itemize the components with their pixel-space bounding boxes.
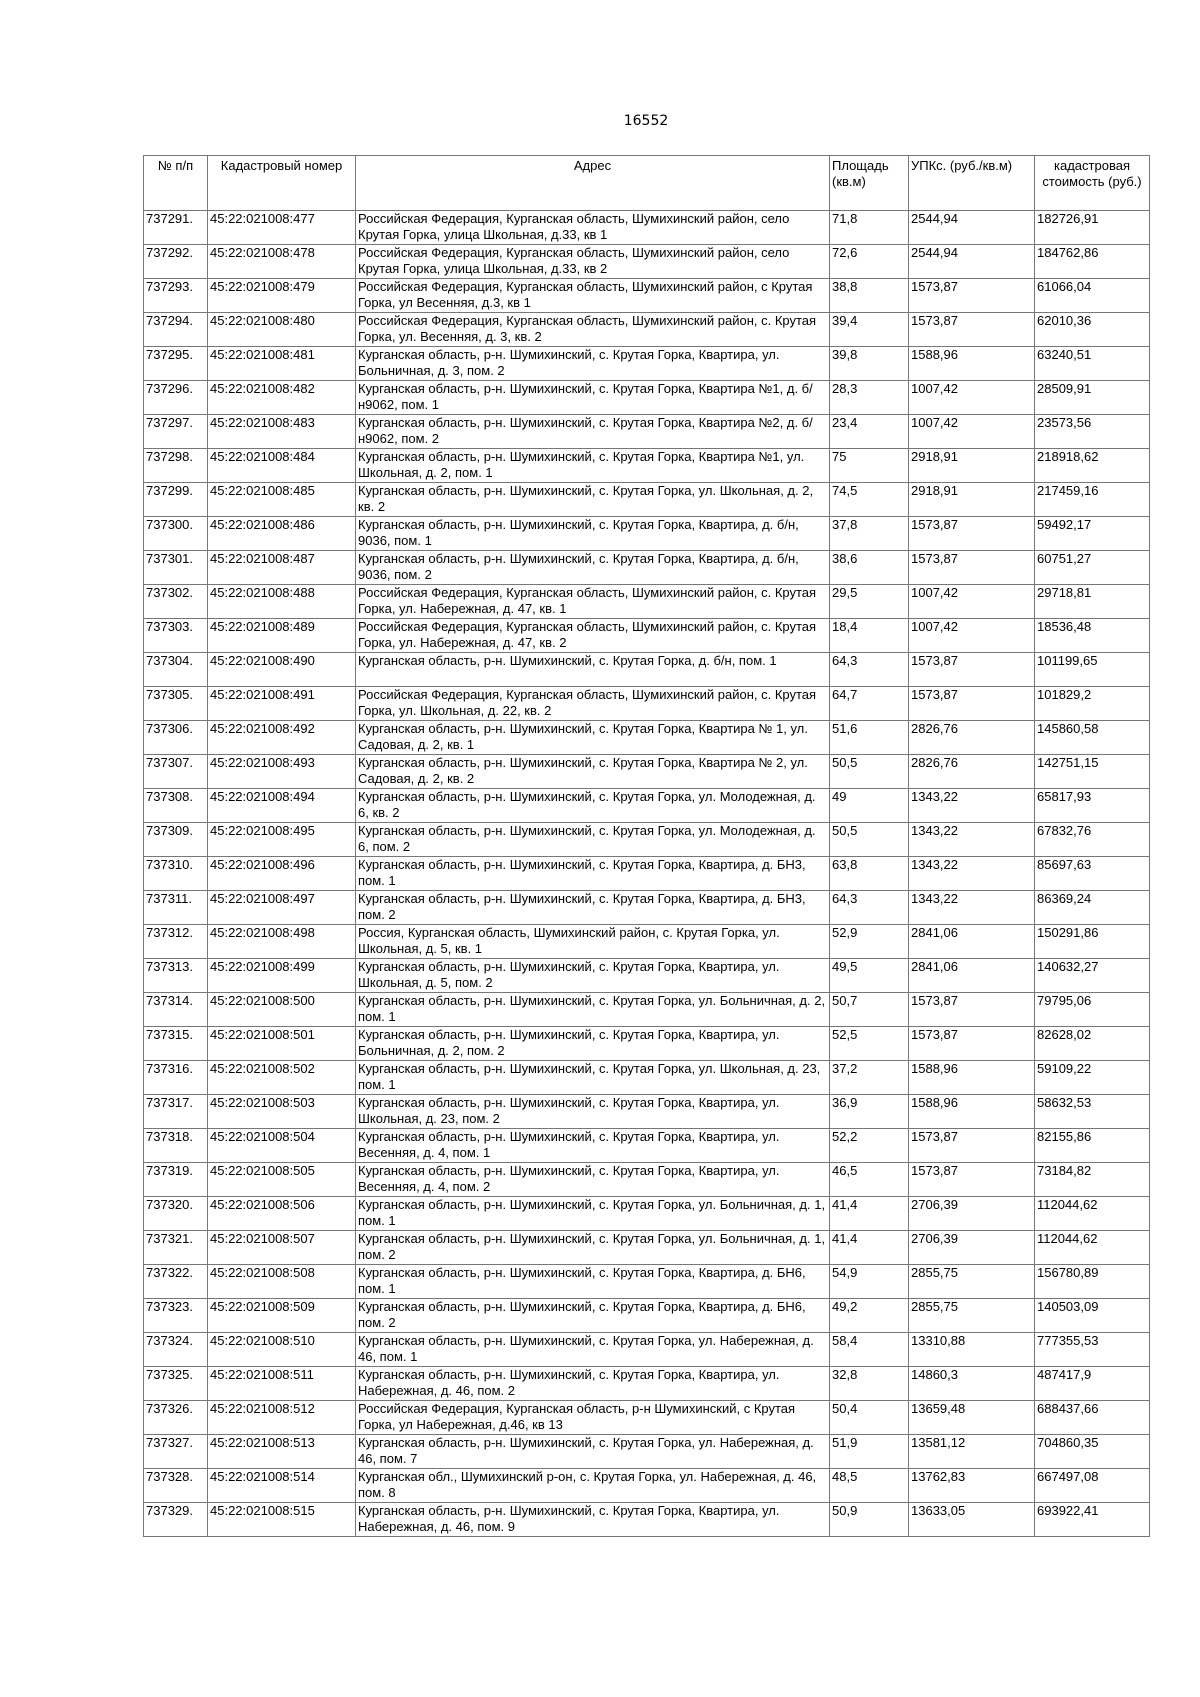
table-row	[144, 211, 1150, 245]
cell-cadastral-number: 45:22:021008:506	[208, 1197, 356, 1231]
cell-cadastral-cost: 65817,93	[1035, 789, 1150, 823]
cell-address: Курганская область, р-н. Шумихинский, с. Крутая Горка, Квартира № 1, ул. Садовая, д. 2, кв. 1	[356, 721, 830, 755]
cell-upks: 1573,87	[909, 313, 1035, 347]
cell-cadastral-cost: 59109,22	[1035, 1061, 1150, 1095]
cell-address: Курганская область, р-н. Шумихинский, с. Крутая Горка, д. б/н, пом. 1	[356, 653, 830, 687]
cell-cadastral-cost: 182726,91	[1035, 211, 1150, 245]
cell-num: 737325.	[144, 1367, 208, 1401]
cell-upks: 2855,75	[909, 1265, 1035, 1299]
cell-upks: 1007,42	[909, 585, 1035, 619]
cell-num: 737303.	[144, 619, 208, 653]
cell-area: 36,9	[830, 1095, 909, 1129]
cell-cadastral-cost: 29718,81	[1035, 585, 1150, 619]
cell-area: 18,4	[830, 619, 909, 653]
table-row	[144, 1027, 1150, 1061]
cell-cadastral-cost: 704860,35	[1035, 1435, 1150, 1469]
cell-cadastral-number: 45:22:021008:498	[208, 925, 356, 959]
cell-address: Курганская область, р-н. Шумихинский, с. Крутая Горка, Квартира, ул. Школьная, д. 5, пом. 2	[356, 959, 830, 993]
cell-num: 737320.	[144, 1197, 208, 1231]
cell-cadastral-cost: 112044,62	[1035, 1197, 1150, 1231]
cell-upks: 13633,05	[909, 1503, 1035, 1537]
cell-cadastral-number: 45:22:021008:505	[208, 1163, 356, 1197]
table-row	[144, 279, 1150, 313]
cell-num: 737301.	[144, 551, 208, 585]
cell-num: 737298.	[144, 449, 208, 483]
cell-cadastral-cost: 67832,76	[1035, 823, 1150, 857]
cell-cadastral-number: 45:22:021008:488	[208, 585, 356, 619]
cell-address: Курганская область, р-н. Шумихинский, с. Крутая Горка, ул. Больничная, д. 2, пом. 1	[356, 993, 830, 1027]
cell-address: Российская Федерация, Курганская область, Шумихинский район, с Крутая Горка, ул Весенняя, д.3, кв 1	[356, 279, 830, 313]
cell-address: Курганская область, р-н. Шумихинский, с. Крутая Горка, ул. Молодежная, д. 6, кв. 2	[356, 789, 830, 823]
cell-upks: 1573,87	[909, 653, 1035, 687]
table-row	[144, 857, 1150, 891]
cell-cadastral-number: 45:22:021008:487	[208, 551, 356, 585]
cell-cadastral-cost: 18536,48	[1035, 619, 1150, 653]
cell-upks: 1588,96	[909, 1095, 1035, 1129]
cell-cadastral-cost: 61066,04	[1035, 279, 1150, 313]
cell-num: 737309.	[144, 823, 208, 857]
cell-area: 46,5	[830, 1163, 909, 1197]
cell-cadastral-cost: 667497,08	[1035, 1469, 1150, 1503]
table-row	[144, 1469, 1150, 1503]
header-area: Площадь (кв.м)	[830, 156, 909, 211]
cell-address: Российская Федерация, Курганская область, Шумихинский район, с. Крутая Горка, ул. Набережная, д. 47, кв. 1	[356, 585, 830, 619]
cell-cadastral-cost: 82628,02	[1035, 1027, 1150, 1061]
header-cadastral-cost: кадастровая стоимость (руб.)	[1035, 156, 1150, 211]
cell-num: 737292.	[144, 245, 208, 279]
cell-address: Курганская область, р-н. Шумихинский, с. Крутая Горка, Квартира, д. БН6, пом. 2	[356, 1299, 830, 1333]
cell-address: Курганская область, р-н. Шумихинский, с. Крутая Горка, ул. Школьная, д. 2, кв. 2	[356, 483, 830, 517]
cell-area: 51,9	[830, 1435, 909, 1469]
cell-num: 737295.	[144, 347, 208, 381]
table-row	[144, 687, 1150, 721]
cell-cadastral-number: 45:22:021008:499	[208, 959, 356, 993]
cell-num: 737310.	[144, 857, 208, 891]
cell-area: 50,4	[830, 1401, 909, 1435]
cell-upks: 2706,39	[909, 1197, 1035, 1231]
table-row	[144, 381, 1150, 415]
cell-cadastral-number: 45:22:021008:514	[208, 1469, 356, 1503]
cell-cadastral-cost: 59492,17	[1035, 517, 1150, 551]
cell-area: 52,2	[830, 1129, 909, 1163]
table-row	[144, 245, 1150, 279]
cell-area: 28,3	[830, 381, 909, 415]
cell-area: 49,5	[830, 959, 909, 993]
cell-upks: 1573,87	[909, 279, 1035, 313]
table-row	[144, 653, 1150, 687]
table-row	[144, 959, 1150, 993]
table-row	[144, 1163, 1150, 1197]
cell-num: 737322.	[144, 1265, 208, 1299]
cell-upks: 1573,87	[909, 1027, 1035, 1061]
cell-address: Курганская область, р-н. Шумихинский, с. Крутая Горка, ул. Молодежная, д. 6, пом. 2	[356, 823, 830, 857]
cell-num: 737302.	[144, 585, 208, 619]
table-row	[144, 619, 1150, 653]
cell-address: Курганская область, р-н. Шумихинский, с. Крутая Горка, Квартира, д. БН3, пом. 2	[356, 891, 830, 925]
cell-cadastral-number: 45:22:021008:496	[208, 857, 356, 891]
table-row	[144, 483, 1150, 517]
cell-address: Курганская обл., Шумихинский р-он, с. Крутая Горка, ул. Набережная, д. 46, пом. 8	[356, 1469, 830, 1503]
cell-num: 737317.	[144, 1095, 208, 1129]
cell-cadastral-number: 45:22:021008:495	[208, 823, 356, 857]
cell-num: 737305.	[144, 687, 208, 721]
cell-upks: 2841,06	[909, 959, 1035, 993]
cell-num: 737299.	[144, 483, 208, 517]
cell-num: 737313.	[144, 959, 208, 993]
header-address: Адрес	[356, 156, 830, 211]
cell-num: 737306.	[144, 721, 208, 755]
cell-address: Курганская область, р-н. Шумихинский, с. Крутая Горка, Квартира, ул. Набережная, д. 46, пом. 2	[356, 1367, 830, 1401]
cell-num: 737323.	[144, 1299, 208, 1333]
cell-cadastral-number: 45:22:021008:479	[208, 279, 356, 313]
table-row	[144, 891, 1150, 925]
table-row	[144, 1129, 1150, 1163]
cell-upks: 2544,94	[909, 245, 1035, 279]
cell-address: Курганская область, р-н. Шумихинский, с. Крутая Горка, Квартира, ул. Весенняя, д. 4, пом. 2	[356, 1163, 830, 1197]
cell-upks: 1343,22	[909, 857, 1035, 891]
cell-area: 71,8	[830, 211, 909, 245]
cell-cadastral-number: 45:22:021008:489	[208, 619, 356, 653]
cell-cadastral-number: 45:22:021008:504	[208, 1129, 356, 1163]
table-row	[144, 1367, 1150, 1401]
cell-cadastral-number: 45:22:021008:478	[208, 245, 356, 279]
cell-cadastral-number: 45:22:021008:480	[208, 313, 356, 347]
table-row	[144, 1231, 1150, 1265]
table-row	[144, 1503, 1150, 1537]
table-row	[144, 313, 1150, 347]
cell-address: Российская Федерация, Курганская область, р-н Шумихинский, с Крутая Горка, ул Набережная, д.46, кв 13	[356, 1401, 830, 1435]
cell-area: 63,8	[830, 857, 909, 891]
cell-cadastral-number: 45:22:021008:486	[208, 517, 356, 551]
cell-cadastral-cost: 688437,66	[1035, 1401, 1150, 1435]
cell-upks: 1573,87	[909, 687, 1035, 721]
cell-cadastral-cost: 218918,62	[1035, 449, 1150, 483]
cell-address: Российская Федерация, Курганская область, Шумихинский район, село Крутая Горка, улица Школьная, д.33, кв 2	[356, 245, 830, 279]
cell-area: 29,5	[830, 585, 909, 619]
cell-area: 38,8	[830, 279, 909, 313]
table-row	[144, 1061, 1150, 1095]
cell-num: 737308.	[144, 789, 208, 823]
cell-num: 737296.	[144, 381, 208, 415]
table-row	[144, 823, 1150, 857]
cell-area: 39,8	[830, 347, 909, 381]
cell-area: 50,5	[830, 823, 909, 857]
cell-address: Курганская область, р-н. Шумихинский, с. Крутая Горка, ул. Больничная, д. 1, пом. 1	[356, 1197, 830, 1231]
cell-num: 737316.	[144, 1061, 208, 1095]
header-upks: УПКс. (руб./кв.м)	[909, 156, 1035, 211]
cell-num: 737315.	[144, 1027, 208, 1061]
cell-num: 737326.	[144, 1401, 208, 1435]
cadastral-table	[143, 155, 1150, 1537]
cell-area: 37,2	[830, 1061, 909, 1095]
cell-num: 737291.	[144, 211, 208, 245]
table-row	[144, 1401, 1150, 1435]
cell-address: Курганская область, р-н. Шумихинский, с. Крутая Горка, Квартира № 2, ул. Садовая, д. 2, кв. 2	[356, 755, 830, 789]
cell-cadastral-cost: 62010,36	[1035, 313, 1150, 347]
cell-address: Курганская область, р-н. Шумихинский, с. Крутая Горка, Квартира №1, д. б/н9062, пом. 1	[356, 381, 830, 415]
cell-area: 58,4	[830, 1333, 909, 1367]
cell-upks: 13310,88	[909, 1333, 1035, 1367]
table-body	[144, 211, 1150, 1537]
cell-area: 64,3	[830, 653, 909, 687]
cell-cadastral-cost: 184762,86	[1035, 245, 1150, 279]
cell-address: Курганская область, р-н. Шумихинский, с. Крутая Горка, ул. Набережная, д. 46, пом. 7	[356, 1435, 830, 1469]
cell-upks: 1343,22	[909, 789, 1035, 823]
cell-cadastral-number: 45:22:021008:481	[208, 347, 356, 381]
cell-area: 51,6	[830, 721, 909, 755]
cell-cadastral-cost: 112044,62	[1035, 1231, 1150, 1265]
cell-area: 64,3	[830, 891, 909, 925]
table-header-row	[144, 156, 1150, 211]
cell-area: 50,9	[830, 1503, 909, 1537]
table-row	[144, 1435, 1150, 1469]
cell-upks: 1007,42	[909, 415, 1035, 449]
cell-num: 737318.	[144, 1129, 208, 1163]
cell-address: Курганская область, р-н. Шумихинский, с. Крутая Горка, Квартира, ул. Весенняя, д. 4, пом. 1	[356, 1129, 830, 1163]
cell-num: 737304.	[144, 653, 208, 687]
cell-area: 74,5	[830, 483, 909, 517]
cell-cadastral-cost: 86369,24	[1035, 891, 1150, 925]
table-row	[144, 993, 1150, 1027]
cell-area: 72,6	[830, 245, 909, 279]
cell-cadastral-number: 45:22:021008:492	[208, 721, 356, 755]
cell-area: 75	[830, 449, 909, 483]
cell-area: 38,6	[830, 551, 909, 585]
cell-upks: 2826,76	[909, 755, 1035, 789]
cell-address: Курганская область, р-н. Шумихинский, с. Крутая Горка, Квартира №1, ул. Школьная, д. 2, пом. 1	[356, 449, 830, 483]
cell-cadastral-cost: 150291,86	[1035, 925, 1150, 959]
cell-upks: 2918,91	[909, 449, 1035, 483]
cell-area: 50,5	[830, 755, 909, 789]
cell-upks: 2706,39	[909, 1231, 1035, 1265]
cell-cadastral-number: 45:22:021008:491	[208, 687, 356, 721]
cell-upks: 13581,12	[909, 1435, 1035, 1469]
cell-area: 52,5	[830, 1027, 909, 1061]
cell-upks: 2855,75	[909, 1299, 1035, 1333]
cell-upks: 1573,87	[909, 1129, 1035, 1163]
cell-cadastral-number: 45:22:021008:511	[208, 1367, 356, 1401]
cell-cadastral-cost: 23573,56	[1035, 415, 1150, 449]
cell-num: 737319.	[144, 1163, 208, 1197]
cell-address: Курганская область, р-н. Шумихинский, с. Крутая Горка, ул. Набережная, д. 46, пом. 1	[356, 1333, 830, 1367]
cell-area: 49	[830, 789, 909, 823]
cell-address: Курганская область, р-н. Шумихинский, с. Крутая Горка, ул. Школьная, д. 23, пом. 1	[356, 1061, 830, 1095]
table-row	[144, 1197, 1150, 1231]
cell-cadastral-cost: 28509,91	[1035, 381, 1150, 415]
cell-address: Курганская область, р-н. Шумихинский, с. Крутая Горка, Квартира, д. б/н, 9036, пом. 1	[356, 517, 830, 551]
cell-num: 737327.	[144, 1435, 208, 1469]
cell-cadastral-cost: 58632,53	[1035, 1095, 1150, 1129]
table-row	[144, 347, 1150, 381]
cell-cadastral-number: 45:22:021008:503	[208, 1095, 356, 1129]
cell-cadastral-cost: 79795,06	[1035, 993, 1150, 1027]
cell-cadastral-number: 45:22:021008:484	[208, 449, 356, 483]
cell-cadastral-number: 45:22:021008:500	[208, 993, 356, 1027]
cell-cadastral-number: 45:22:021008:490	[208, 653, 356, 687]
cell-upks: 13762,83	[909, 1469, 1035, 1503]
cell-cadastral-cost: 73184,82	[1035, 1163, 1150, 1197]
cell-num: 737314.	[144, 993, 208, 1027]
table-row	[144, 1299, 1150, 1333]
cell-upks: 1343,22	[909, 891, 1035, 925]
cell-num: 737300.	[144, 517, 208, 551]
cell-cadastral-number: 45:22:021008:512	[208, 1401, 356, 1435]
cell-cadastral-cost: 101829,2	[1035, 687, 1150, 721]
cell-cadastral-number: 45:22:021008:515	[208, 1503, 356, 1537]
cell-cadastral-cost: 140632,27	[1035, 959, 1150, 993]
cell-address: Курганская область, р-н. Шумихинский, с. Крутая Горка, Квартира, д. б/н, 9036, пом. 2	[356, 551, 830, 585]
cell-upks: 1573,87	[909, 1163, 1035, 1197]
cell-cadastral-number: 45:22:021008:493	[208, 755, 356, 789]
cell-cadastral-number: 45:22:021008:497	[208, 891, 356, 925]
cell-area: 32,8	[830, 1367, 909, 1401]
cell-area: 48,5	[830, 1469, 909, 1503]
cell-cadastral-number: 45:22:021008:509	[208, 1299, 356, 1333]
table-row	[144, 449, 1150, 483]
cell-address: Курганская область, р-н. Шумихинский, с. Крутая Горка, Квартира №2, д. б/н9062, пом. 2	[356, 415, 830, 449]
cell-area: 54,9	[830, 1265, 909, 1299]
cell-upks: 1007,42	[909, 381, 1035, 415]
page-number: 16552	[623, 113, 669, 129]
cell-address: Россия, Курганская область, Шумихинский район, с. Крутая Горка, ул. Школьная, д. 5, кв. 1	[356, 925, 830, 959]
cell-area: 52,9	[830, 925, 909, 959]
cell-upks: 1588,96	[909, 1061, 1035, 1095]
cell-cadastral-cost: 142751,15	[1035, 755, 1150, 789]
table-row	[144, 517, 1150, 551]
cell-cadastral-number: 45:22:021008:502	[208, 1061, 356, 1095]
cell-num: 737328.	[144, 1469, 208, 1503]
cell-address: Курганская область, р-н. Шумихинский, с. Крутая Горка, ул. Больничная, д. 1, пом. 2	[356, 1231, 830, 1265]
cell-cadastral-cost: 101199,65	[1035, 653, 1150, 687]
cell-address: Курганская область, р-н. Шумихинский, с. Крутая Горка, Квартира, ул. Школьная, д. 23, пом. 2	[356, 1095, 830, 1129]
cell-area: 49,2	[830, 1299, 909, 1333]
cell-area: 41,4	[830, 1231, 909, 1265]
cell-upks: 2841,06	[909, 925, 1035, 959]
cell-cadastral-number: 45:22:021008:483	[208, 415, 356, 449]
cell-upks: 1343,22	[909, 823, 1035, 857]
cell-cadastral-number: 45:22:021008:501	[208, 1027, 356, 1061]
cell-address: Российская Федерация, Курганская область, Шумихинский район, с. Крутая Горка, ул. Весенняя, д. 3, кв. 2	[356, 313, 830, 347]
cell-cadastral-number: 45:22:021008:494	[208, 789, 356, 823]
cell-cadastral-cost: 693922,41	[1035, 1503, 1150, 1537]
cell-address: Курганская область, р-н. Шумихинский, с. Крутая Горка, Квартира, д. БН3, пом. 1	[356, 857, 830, 891]
table-row	[144, 1265, 1150, 1299]
cell-num: 737307.	[144, 755, 208, 789]
cell-cadastral-cost: 60751,27	[1035, 551, 1150, 585]
cell-upks: 1573,87	[909, 517, 1035, 551]
cell-address: Курганская область, р-н. Шумихинский, с. Крутая Горка, Квартира, ул. Больничная, д. 3, пом. 2	[356, 347, 830, 381]
cell-area: 37,8	[830, 517, 909, 551]
header-cadastral-number: Кадастровый номер	[208, 156, 356, 211]
cell-upks: 2544,94	[909, 211, 1035, 245]
cell-address: Курганская область, р-н. Шумихинский, с. Крутая Горка, Квартира, ул. Больничная, д. 2, пом. 2	[356, 1027, 830, 1061]
cell-cadastral-cost: 777355,53	[1035, 1333, 1150, 1367]
cell-cadastral-cost: 63240,51	[1035, 347, 1150, 381]
cell-area: 23,4	[830, 415, 909, 449]
cell-upks: 2918,91	[909, 483, 1035, 517]
cell-address: Курганская область, р-н. Шумихинский, с. Крутая Горка, Квартира, ул. Набережная, д. 46, пом. 9	[356, 1503, 830, 1537]
cell-num: 737321.	[144, 1231, 208, 1265]
header-num: № п/п	[144, 156, 208, 211]
cell-num: 737311.	[144, 891, 208, 925]
cell-num: 737329.	[144, 1503, 208, 1537]
cell-cadastral-cost: 85697,63	[1035, 857, 1150, 891]
cell-cadastral-cost: 145860,58	[1035, 721, 1150, 755]
table-row	[144, 925, 1150, 959]
cell-cadastral-cost: 487417,9	[1035, 1367, 1150, 1401]
cell-upks: 1007,42	[909, 619, 1035, 653]
cell-num: 737294.	[144, 313, 208, 347]
table-row	[144, 721, 1150, 755]
cell-address: Курганская область, р-н. Шумихинский, с. Крутая Горка, Квартира, д. БН6, пом. 1	[356, 1265, 830, 1299]
cell-cadastral-number: 45:22:021008:510	[208, 1333, 356, 1367]
cell-cadastral-number: 45:22:021008:485	[208, 483, 356, 517]
cell-upks: 13659,48	[909, 1401, 1035, 1435]
cell-address: Российская Федерация, Курганская область, Шумихинский район, село Крутая Горка, улица Школьная, д.33, кв 1	[356, 211, 830, 245]
cell-area: 64,7	[830, 687, 909, 721]
cell-area: 41,4	[830, 1197, 909, 1231]
cell-num: 737297.	[144, 415, 208, 449]
cell-cadastral-number: 45:22:021008:482	[208, 381, 356, 415]
cell-cadastral-cost: 217459,16	[1035, 483, 1150, 517]
cell-address: Российская Федерация, Курганская область, Шумихинский район, с. Крутая Горка, ул. Набережная, д. 47, кв. 2	[356, 619, 830, 653]
table-row	[144, 1333, 1150, 1367]
cell-cadastral-cost: 140503,09	[1035, 1299, 1150, 1333]
cell-upks: 2826,76	[909, 721, 1035, 755]
cell-num: 737324.	[144, 1333, 208, 1367]
table-row	[144, 585, 1150, 619]
cell-cadastral-number: 45:22:021008:508	[208, 1265, 356, 1299]
cell-num: 737312.	[144, 925, 208, 959]
cell-cadastral-cost: 156780,89	[1035, 1265, 1150, 1299]
table-row	[144, 1095, 1150, 1129]
cell-cadastral-number: 45:22:021008:507	[208, 1231, 356, 1265]
cell-upks: 14860,3	[909, 1367, 1035, 1401]
cell-cadastral-number: 45:22:021008:513	[208, 1435, 356, 1469]
table-row	[144, 551, 1150, 585]
cell-cadastral-number: 45:22:021008:477	[208, 211, 356, 245]
cell-area: 50,7	[830, 993, 909, 1027]
cell-area: 39,4	[830, 313, 909, 347]
cell-address: Российская Федерация, Курганская область, Шумихинский район, с. Крутая Горка, ул. Школьная, д. 22, кв. 2	[356, 687, 830, 721]
cell-upks: 1573,87	[909, 993, 1035, 1027]
cell-upks: 1573,87	[909, 551, 1035, 585]
cell-cadastral-cost: 82155,86	[1035, 1129, 1150, 1163]
table-row	[144, 755, 1150, 789]
table-row	[144, 789, 1150, 823]
table-row	[144, 415, 1150, 449]
cell-upks: 1588,96	[909, 347, 1035, 381]
cell-num: 737293.	[144, 279, 208, 313]
